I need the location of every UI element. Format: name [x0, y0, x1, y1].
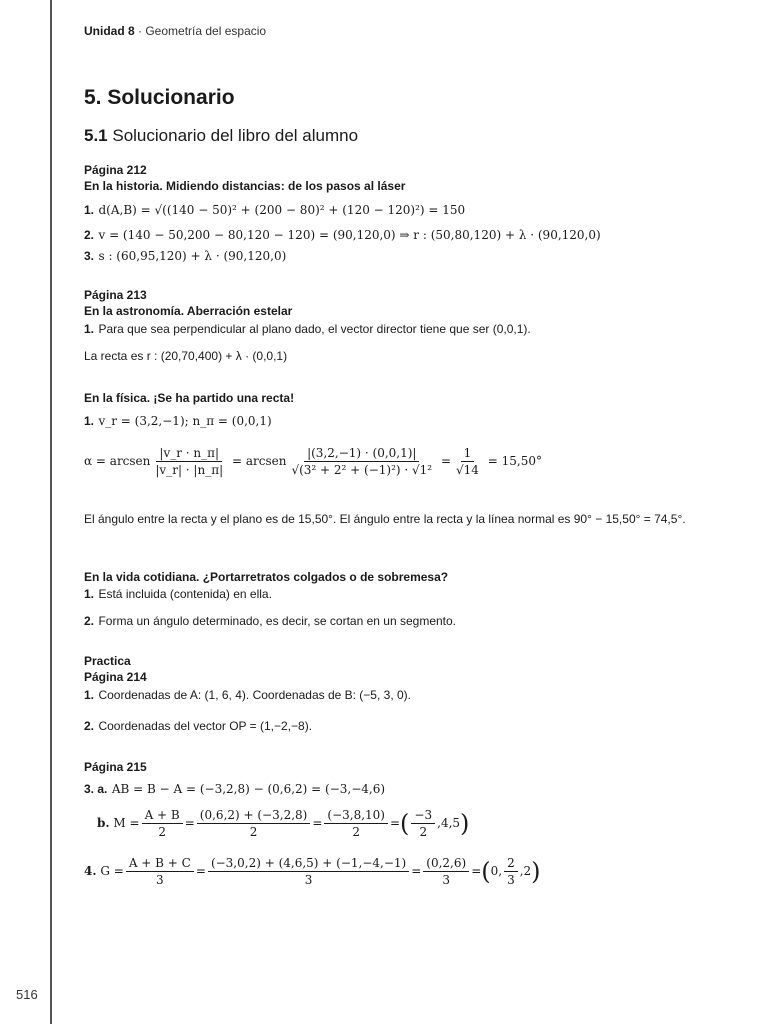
midpoint-fraction-2 [197, 808, 311, 839]
fraction-numerator: (−3,0,2) + (4,6,5) + (−1,−4,−1) [208, 856, 409, 872]
open-paren: ( [481, 857, 491, 886]
fraction-numerator: (−3,8,10) [324, 808, 388, 824]
fraction-numerator: |v_r · n_π| [156, 446, 222, 462]
alpha-fraction-1 [152, 446, 226, 477]
unit-header [84, 24, 266, 38]
fraction-numerator: 1 [461, 446, 475, 462]
fraction-numerator: (0,2,6) [423, 856, 469, 872]
everyday-answer-2 [84, 612, 456, 630]
answer-number: 3. [84, 249, 95, 263]
page-ref-213: Página 213 [84, 288, 147, 302]
answer-text: Para que sea perpendicular al plano dado, el vector director tiene que ser (0,0,1). [98, 322, 531, 336]
history-answer-1 [84, 201, 465, 219]
answer-number: 1. [84, 587, 95, 601]
answer-text: Está incluida (contenida) en ella. [98, 587, 272, 601]
answer-text: Coordenadas del vector OP = (1,−2,−8). [98, 719, 313, 733]
midpoint-fraction-3 [324, 808, 388, 839]
direction-vector-formula: v = (140 − 50,200 − 80,120 − 120) = (90,120,0) ⇒ r : (50,80,120) + λ · (90,120,0) [98, 228, 601, 242]
fraction-denominator: 3 [507, 873, 515, 887]
fraction-numerator: 2 [504, 856, 518, 872]
fraction-denominator: 3 [442, 873, 451, 887]
fraction-numerator: A + B + C [126, 856, 194, 872]
fraction-numerator: −3 [411, 808, 435, 824]
close-paren: ) [531, 857, 541, 886]
page-ref-214: Página 214 [84, 670, 147, 684]
subtitle-number: 5.1 [84, 126, 108, 145]
fraction-denominator: 2 [249, 825, 258, 839]
alpha-lhs: α = arcsen [84, 454, 151, 468]
history-answer-2 [84, 226, 601, 244]
answer-number: 2. [84, 614, 95, 628]
fraction-denominator: 2 [419, 825, 428, 839]
midpoint-lhs: M = [113, 816, 140, 830]
page-margin-rule [50, 0, 52, 1024]
answer-number: 3. a. [84, 782, 108, 796]
alpha-mid: = arcsen [231, 454, 287, 468]
history-heading: En la historia. Midiendo distancias: de los pasos al láser [84, 179, 406, 193]
answer-number: 4. [84, 864, 97, 878]
everyday-heading: En la vida cotidiana. ¿Portarretratos colgados o de sobremesa? [84, 570, 449, 584]
physics-answer-1 [84, 412, 272, 430]
subtitle-text: Solucionario del libro del alumno [107, 126, 359, 145]
answer-text: Forma un ángulo determinado, es decir, se cortan en un segmento. [98, 614, 457, 628]
astronomy-line: La recta es r : (20,70,400) + λ · (0,0,1) [84, 349, 288, 363]
answer-number: 1. [84, 322, 95, 336]
open-paren: ( [400, 809, 410, 838]
fraction-numerator: |(3,2,−1) · (0,0,1)| [304, 446, 419, 462]
line-s-formula: s : (60,95,120) + λ · (90,120,0) [98, 249, 287, 263]
everyday-answer-1 [84, 585, 272, 603]
vector-ab-formula: AB = B − A = (−3,2,8) − (0,6,2) = (−3,−4,6) [111, 782, 386, 796]
fraction-denominator: 2 [158, 825, 166, 839]
alpha-fraction-3 [453, 446, 482, 477]
centroid-fraction-3 [423, 856, 469, 887]
midpoint-fraction-4 [411, 808, 435, 839]
fraction-denominator: 3 [156, 873, 164, 887]
physics-conclusion: El ángulo entre la recta y el plano es de 15,50°. El ángulo entre la recta y la línea normal es 90° − 15,50° = 74,5°. [84, 512, 686, 526]
centroid-tail: ,2 [519, 864, 532, 878]
answer-3a [84, 780, 385, 798]
fraction-denominator: √14 [456, 463, 479, 477]
centroid-fraction-4 [504, 856, 518, 887]
centroid-lhs: G = [100, 864, 124, 878]
answer-3b: b. M = $\frac{A + B}{2}$ = $\frac{(0,6,2) + (-3,2,8)}{2}$ = $\frac{(-3,8,10)}{2}$ =( $\frac{-3}{2}$ ,4,5) [97, 808, 470, 839]
history-answer-3 [84, 247, 286, 265]
fraction-numerator: (0,6,2) + (−3,2,8) [197, 808, 311, 824]
page-title: 5. Solucionario [84, 86, 235, 109]
fraction-denominator: 2 [352, 825, 360, 839]
unit-title: Geometría del espacio [145, 24, 267, 38]
alpha-formula [84, 446, 542, 477]
centroid-fraction-2 [208, 856, 409, 887]
answer-number: 2. [84, 228, 95, 242]
centroid-pre: 0, [490, 864, 503, 878]
fraction-numerator: A + B [142, 808, 183, 824]
page-ref-215: Página 215 [84, 760, 147, 774]
answer-4: 4. G = $\frac{A + B + C}{3}$ = $\frac{(-3,0,2) + (4,6,5) + (-1,-4,-1)}{3}$ = $\frac{(0,2,6)}{3}$ =(0, $\frac{2}{3}$ ,2) [84, 856, 541, 887]
centroid-fraction-1 [126, 856, 194, 887]
unit-label: Unidad 8 [84, 24, 135, 38]
practice-answer-2 [84, 717, 312, 735]
answer-number: 1. [84, 203, 95, 217]
alpha-fraction-2 [288, 446, 435, 477]
alpha-result: = 15,50° [487, 454, 542, 468]
page-number: 516 [16, 987, 38, 1002]
fraction-denominator: √(3² + 2² + (−1)²) · √1² [291, 463, 433, 477]
answer-number: b. [97, 816, 110, 830]
physics-heading: En la física. ¡Se ha partido una recta! [84, 391, 295, 405]
close-paren: ) [460, 809, 470, 838]
answer-number: 1. [84, 688, 95, 702]
fraction-denominator: |v_r| · |n_π| [155, 463, 224, 477]
practice-heading: Practica [84, 654, 131, 668]
distance-formula: d(A,B) = √((140 − 50)² + (200 − 80)² + (120 − 120)²) = 150 [98, 203, 466, 217]
answer-number: 2. [84, 719, 95, 733]
astronomy-answer-1 [84, 320, 531, 338]
astronomy-heading: En la astronomía. Aberración estelar [84, 304, 293, 318]
fraction-denominator: 3 [304, 873, 313, 887]
unit-separator: · [134, 24, 146, 38]
answer-text: Coordenadas de A: (1, 6, 4). Coordenadas de B: (−5, 3, 0). [98, 688, 411, 702]
section-subtitle [84, 126, 358, 146]
midpoint-fraction-1 [142, 808, 183, 839]
alpha-eq: = [440, 454, 451, 468]
midpoint-tail: ,4,5 [437, 816, 461, 830]
vectors-formula: v_r = (3,2,−1); n_π = (0,0,1) [98, 414, 272, 428]
answer-number: 1. [84, 414, 95, 428]
practice-answer-1 [84, 686, 411, 704]
page-ref-212: Página 212 [84, 163, 147, 177]
